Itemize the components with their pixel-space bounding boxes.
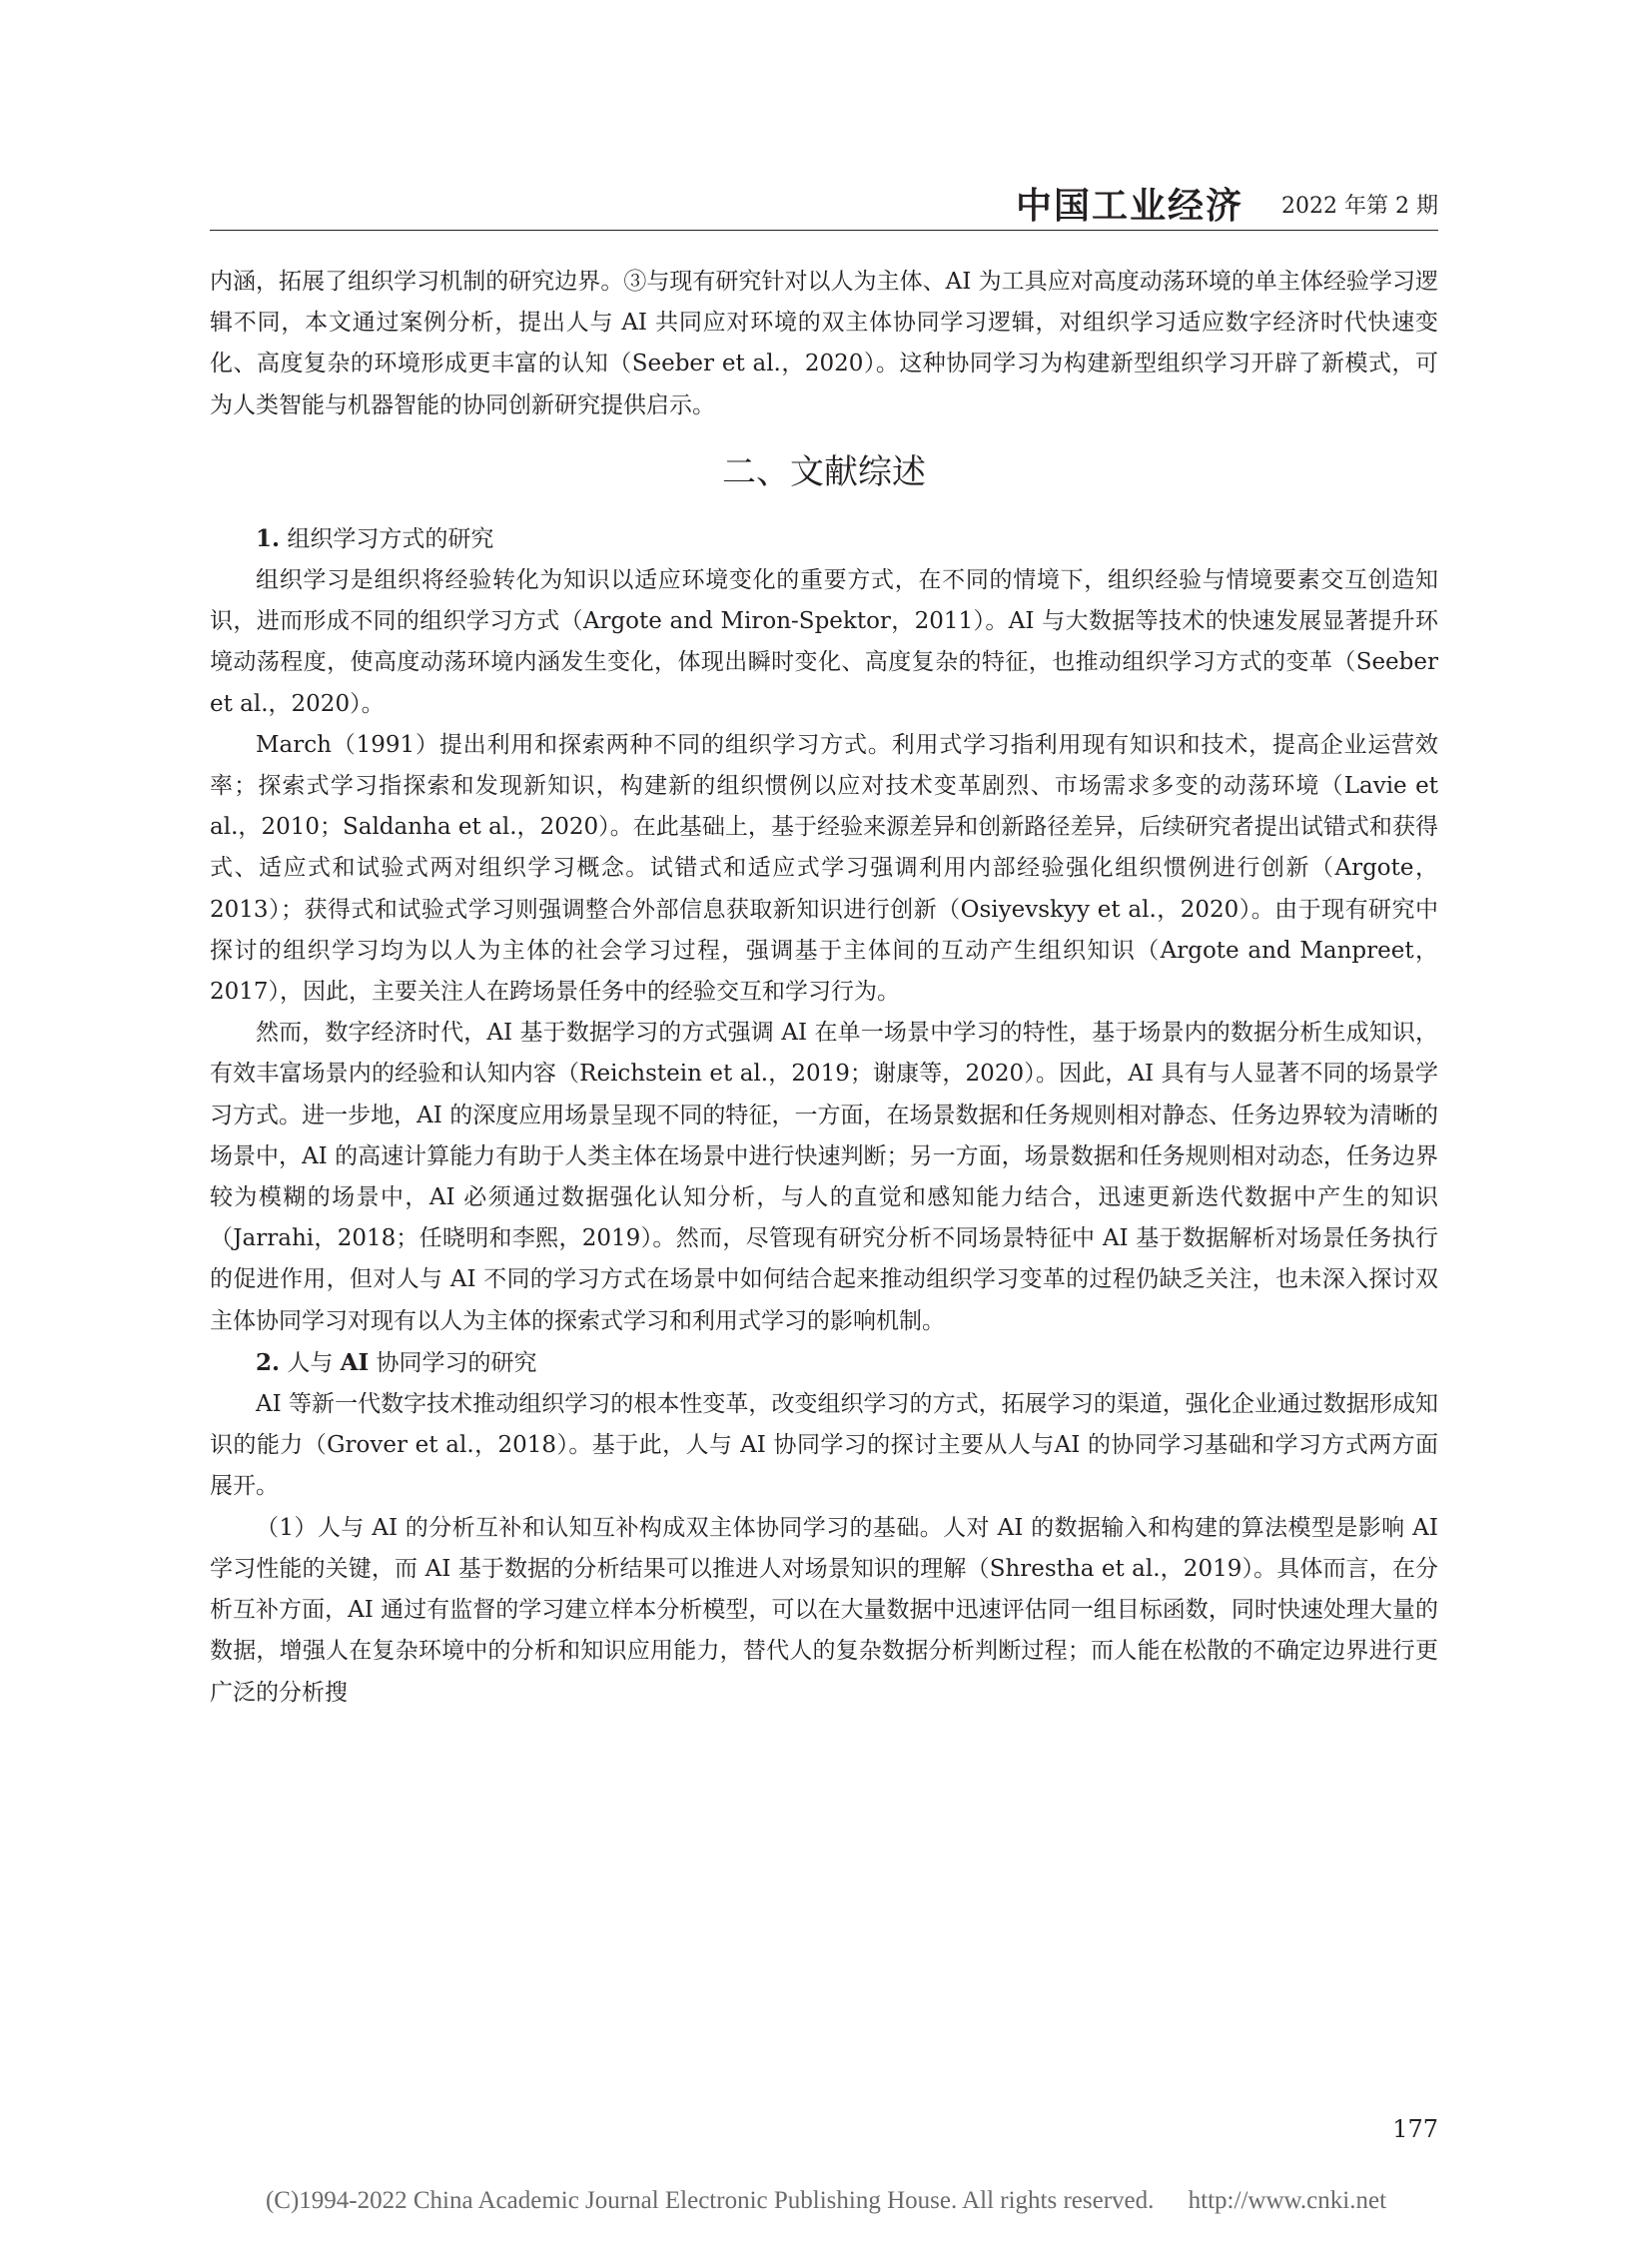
header-rule: [210, 230, 1438, 231]
journal-name: 中国工业经济: [1015, 185, 1243, 227]
subsection-title-bold: AI: [340, 1348, 370, 1376]
body-paragraph: 然而，数字经济时代，AI 基于数据学习的方式强调 AI 在单一场景中学习的特性，基于场景内的数据分析生成知识，有效丰富场景内的经验和认知内容（Reichstein et al.，2019；谢康等，2020）。因此，AI 具有与人显著不同的场景学习方式。进一步地，AI 的深度应用场景呈现不同的特征，一方面，在场景数据和任务规则相对静态、任务边界较为清晰的场景中，AI 的高速计算能力有助于人类主体在场景中进行快速判断；另一方面，场景数据和任务规则相对动态，任务边界较为模糊的场景中，AI 必须通过数据强化认知分析，与人的直觉和感知能力结合，迅速更新迭代数据中产生的知识（Jarrahi，2018；任晓明和李熙，2019）。然而，尽管现有研究分析不同场景特征中 AI 基于数据解析对场景任务执行的促进作用，但对人与 AI 不同的学习方式在场景中如何结合起来推动组织学习变革的过程仍缺乏关注，也未深入探讨双主体协同学习对现有以人为主体的探索式学习和利用式学习的影响机制。: [210, 1020, 1438, 1334]
subsection-heading-1: [210, 518, 1438, 560]
section-title: 二、文献综述: [722, 451, 926, 492]
body-paragraph: 内涵，拓展了组织学习机制的研究边界。③与现有研究针对以人为主体、AI 为工具应对高度动荡环境的单主体经验学习逻辑不同，本文通过案例分析，提出人与 AI 共同应对环境的双主体协同学习逻辑，对组织学习适应数字经济时代快速变化、高度复杂的环境形成更丰富的认知（Seeber et al.，2020）。这种协同学习为构建新型组织学习开辟了新模式，可为人类智能与机器智能的协同创新研究提供启示。: [210, 269, 1438, 418]
subsection-number: 2.: [256, 1348, 281, 1376]
issue-label: 2022 年第 2 期: [1281, 194, 1438, 219]
copyright-text: (C)1994-2022 China Academic Journal Electronic Publishing House. All rights reserved.: [265, 2187, 1155, 2214]
running-header: [210, 186, 1438, 226]
subsection-title: 组织学习方式的研究: [287, 525, 494, 552]
footer-link[interactable]: http://www.cnki.net: [1188, 2187, 1387, 2214]
page-number: 177: [1392, 2115, 1438, 2143]
copyright-footer: [0, 2187, 1652, 2215]
body-paragraph: 组织学习是组织将经验转化为知识以适应环境变化的重要方式，在不同的情境下，组织经验与情境要素交互创造知识，进而形成不同的组织学习方式（Argote and Miron-Spektor，2011）。AI 与大数据等技术的快速发展显著提升环境动荡程度，使高度动荡环境内涵发生变化，体现出瞬时变化、高度复杂的特征，也推动组织学习方式的变革（Seeber et al.，2020）。: [210, 567, 1438, 717]
body-paragraph: （1）人与 AI 的分析互补和认知互补构成双主体协同学习的基础。人对 AI 的数据输入和构建的算法模型是影响 AI 学习性能的关键，而 AI 基于数据的分析结果可以推进人对场景知识的理解（Shrestha et al.，2019）。具体而言，在分析互补方面，AI 通过有监督的学习建立样本分析模型，可以在大量数据中迅速评估同一组目标函数，同时快速处理大量的数据，增强人在复杂环境中的分析和知识应用能力，替代人的复杂数据分析判断过程；而人能在松散的不确定边界进行更广泛的分析搜: [210, 1514, 1438, 1706]
subsection-title-pre: 人与: [287, 1349, 341, 1376]
subsection-number: 1.: [256, 524, 281, 552]
article-body: [210, 262, 1438, 1714]
subsection-heading-2: [210, 1342, 1438, 1384]
subsection-title-post: 协同学习的研究: [369, 1349, 537, 1376]
body-paragraph: AI 等新一代数字技术推动组织学习的根本性变革，改变组织学习的方式，拓展学习的渠道，强化企业通过数据形成知识的能力（Grover et al.，2018）。基于此，人与 AI 协同学习的探讨主要从人与AI 的协同学习基础和学习方式两方面展开。: [210, 1391, 1438, 1500]
body-paragraph: March（1991）提出利用和探索两种不同的组织学习方式。利用式学习指利用现有知识和技术，提高企业运营效率；探索式学习指探索和发现新知识，构建新的组织惯例以应对技术变革剧烈、市场需求多变的动荡环境（Lavie et al.，2010；Saldanha et al.，2020）。在此基础上，基于经验来源差异和创新路径差异，后续研究者提出试错式和获得式、适应式和试验式两对组织学习概念。试错式和适应式学习强调利用内部经验强化组织惯例进行创新（Argote，2013）；获得式和试验式学习则强调整合外部信息获取新知识进行创新（Osiyevskyy et al.，2020）。由于现有研究中探讨的组织学习均为以人为主体的社会学习过程，强调基于主体间的互动产生组织知识（Argote and Manpreet，2017），因此，主要关注人在跨场景任务中的经验交互和学习行为。: [210, 731, 1438, 1006]
